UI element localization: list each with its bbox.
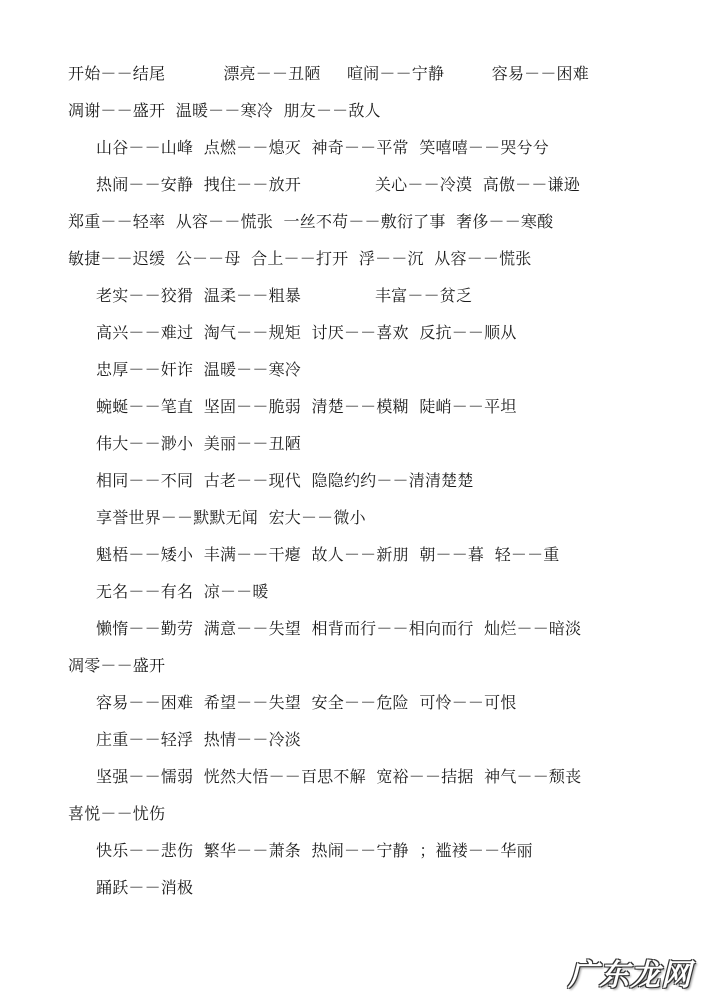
text-line: 忠厚－－奸诈 温暖－－寒冷 bbox=[96, 360, 301, 379]
text-line: 无名－－有名 凉－－暖 bbox=[96, 582, 269, 601]
text-line: 热闹－－安静 拽住－－放开 关心－－冷漠 高傲－－谦逊 bbox=[96, 175, 580, 194]
text-line: 山谷－－山峰 点燃－－熄灭 神奇－－平常 笑嘻嘻－－哭兮兮 bbox=[96, 138, 549, 157]
text-line: 容易－－困难 希望－－失望 安全－－危险 可怜－－可恨 bbox=[96, 693, 517, 712]
text-line: 享誉世界－－默默无闻 宏大－－微小 bbox=[96, 508, 366, 527]
text-line: 开始－－结尾 漂亮－－丑陋 喧闹－－宁静 容易－－困难 bbox=[68, 64, 589, 83]
text-line: 凋谢－－盛开 温暖－－寒冷 朋友－－敌人 bbox=[68, 101, 381, 120]
text-line: 伟大－－渺小 美丽－－丑陋 bbox=[96, 434, 301, 453]
text-line: 高兴－－难过 淘气－－规矩 讨厌－－喜欢 反抗－－顺从 bbox=[96, 323, 517, 342]
text-line: 郑重－－轻率 从容－－慌张 一丝不苟－－敷衍了事 奢侈－－寒酸 bbox=[68, 212, 554, 231]
text-line: 魁梧－－矮小 丰满－－干瘪 故人－－新朋 朝－－暮 轻－－重 bbox=[96, 545, 560, 564]
text-line: 快乐－－悲伤 繁华－－萧条 热闹－－宁静 ；褴褛－－华丽 bbox=[96, 841, 533, 860]
text-line: 喜悦－－忧伤 bbox=[68, 804, 166, 823]
text-line: 踊跃－－消极 bbox=[96, 878, 194, 897]
text-line: 庄重－－轻浮 热情－－冷淡 bbox=[96, 730, 301, 749]
text-line: 蜿蜒－－笔直 坚固－－脆弱 清楚－－模糊 陡峭－－平坦 bbox=[96, 397, 517, 416]
text-line: 敏捷－－迟缓 公－－母 合上－－打开 浮－－沉 从容－－慌张 bbox=[68, 249, 532, 268]
site-watermark: 广东龙网 bbox=[568, 958, 692, 993]
text-line: 坚强－－懦弱 恍然大悟－－百思不解 宽裕－－拮据 神气－－颓丧 bbox=[96, 767, 582, 786]
text-line: 凋零－－盛开 bbox=[68, 656, 166, 675]
text-line: 相同－－不同 古老－－现代 隐隐约约－－清清楚楚 bbox=[96, 471, 474, 490]
text-line: 懒惰－－勤劳 满意－－失望 相背而行－－相向而行 灿烂－－暗淡 bbox=[96, 619, 582, 638]
text-line: 老实－－狡猾 温柔－－粗暴 丰富－－贫乏 bbox=[96, 286, 473, 305]
